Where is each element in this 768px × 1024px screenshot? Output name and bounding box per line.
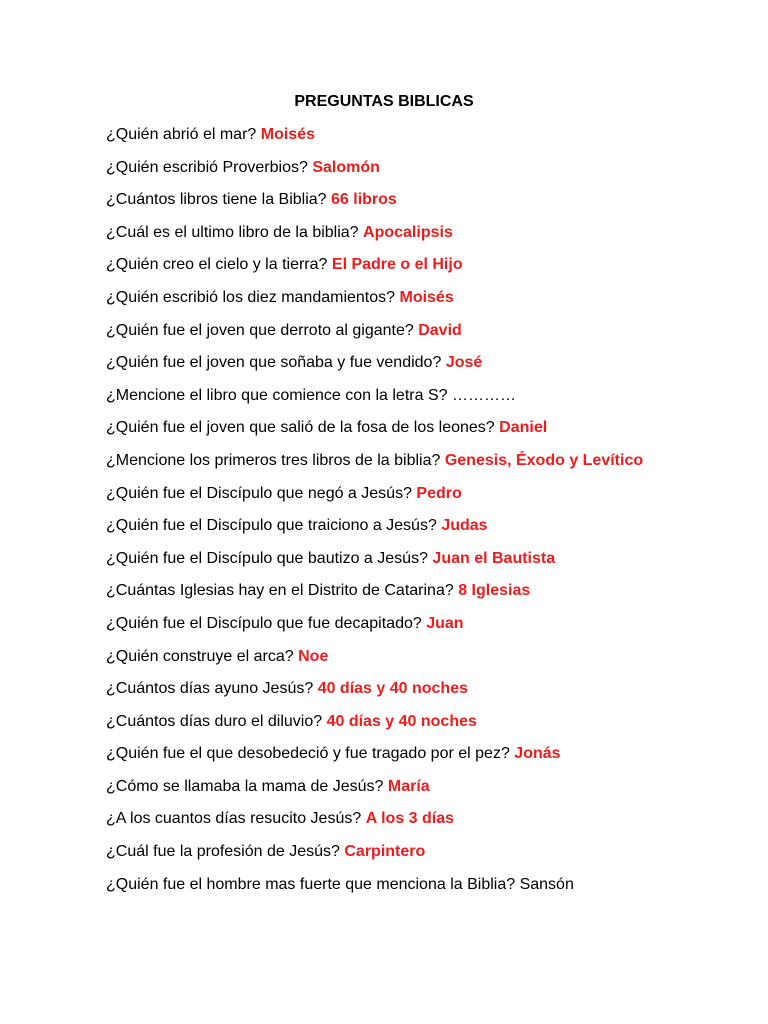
question-text: ¿Cuántos libros tiene la Biblia? (106, 191, 327, 209)
question-text: ¿Quién fue el hombre mas fuerte que menciona la Biblia? (106, 875, 516, 893)
answer-text: 40 días y 40 noches (317, 680, 468, 698)
question-text: ¿Cómo se llamaba la mama de Jesús? (106, 777, 384, 795)
question-item (106, 678, 662, 700)
answer-text: El Padre o el Hijo (331, 256, 463, 274)
question-item (106, 450, 662, 472)
question-text: ¿Cuántos días duro el diluvio? (106, 712, 323, 730)
question-item (106, 613, 662, 635)
answer-text: 40 días y 40 noches (326, 712, 477, 730)
question-text: ¿Quién fue el joven que soñaba y fue vendido? (106, 354, 442, 372)
question-item (106, 548, 662, 570)
question-text: ¿Mencione el libro que comience con la letra S? (106, 386, 448, 404)
question-item (106, 254, 662, 276)
document-page (106, 91, 662, 906)
answer-text: Apocalipsis (363, 223, 453, 241)
answer-text: Juan (426, 614, 464, 632)
question-text: ¿Quién construye el arca? (106, 647, 294, 665)
question-text: ¿Quién escribió los diez mandamientos? (106, 288, 396, 306)
question-item (106, 385, 662, 407)
question-text: ¿Quién fue el Discípulo que bautizo a Jesús? (106, 549, 428, 567)
question-item (106, 157, 662, 179)
question-text: ¿Quién fue el joven que derroto al gigante? (106, 321, 414, 339)
question-item (106, 874, 662, 896)
answer-text: Noe (298, 647, 329, 665)
question-text: ¿Quién fue el que desobedeció y fue tragado por el pez? (106, 745, 510, 763)
answer-text: ………… (451, 386, 516, 404)
answer-text: Daniel (499, 419, 548, 437)
answer-text: David (418, 321, 462, 339)
question-text: ¿Cuántas Iglesias hay en el Distrito de Catarina? (106, 582, 454, 600)
answer-text: 8 Iglesias (458, 582, 531, 600)
question-text: ¿Cuántos días ayuno Jesús? (106, 680, 314, 698)
answer-text: Genesis, Éxodo y Levítico (444, 451, 644, 469)
question-item (106, 222, 662, 244)
answer-text: Juan el Bautista (432, 549, 556, 567)
answer-text: José (445, 354, 483, 372)
answer-text: Sansón (519, 875, 574, 893)
answer-text: Salomón (312, 158, 380, 176)
question-text: ¿Mencione los primeros tres libros de la biblia? (106, 451, 441, 469)
question-item (106, 287, 662, 309)
question-text: ¿Quién creo el cielo y la tierra? (106, 256, 328, 274)
question-item (106, 124, 662, 146)
answer-text: Judas (441, 517, 488, 535)
question-item (106, 189, 662, 211)
question-item (106, 808, 662, 830)
answer-text: 66 libros (331, 191, 397, 209)
question-text: ¿Quién abrió el mar? (106, 126, 257, 143)
question-text: ¿Quién fue el joven que salió de la fosa de los leones? (106, 419, 495, 437)
question-item (106, 580, 662, 602)
answer-text: María (387, 777, 430, 795)
answer-text: Carpintero (344, 843, 426, 861)
question-item (106, 515, 662, 537)
question-text: ¿Quién escribió Proverbios? (106, 158, 308, 176)
question-item (106, 841, 662, 863)
question-text: ¿A los cuantos días resucito Jesús? (106, 810, 362, 828)
question-item (106, 483, 662, 505)
answer-text: Jonás (514, 745, 561, 763)
question-item (106, 320, 662, 342)
question-text: ¿Quién fue el Discípulo que fue decapitado? (106, 614, 422, 632)
question-text: ¿Quién fue el Discípulo que negó a Jesús? (106, 484, 412, 502)
question-item (106, 646, 662, 668)
question-item (106, 352, 662, 374)
document-title: PREGUNTAS BIBLICAS (294, 93, 474, 110)
question-item (106, 417, 662, 439)
question-item (106, 743, 662, 765)
answer-text: Pedro (416, 484, 462, 502)
question-item (106, 711, 662, 733)
question-text: ¿Cuál es el ultimo libro de la biblia? (106, 223, 359, 241)
answer-text: A los 3 días (365, 810, 455, 828)
question-list (106, 124, 662, 896)
question-item (106, 776, 662, 798)
question-text: ¿Cuál fue la profesión de Jesús? (106, 843, 340, 861)
answer-text: Moisés (260, 126, 315, 143)
answer-text: Moisés (399, 288, 454, 306)
question-text: ¿Quién fue el Discípulo que traiciono a Jesús? (106, 517, 437, 535)
